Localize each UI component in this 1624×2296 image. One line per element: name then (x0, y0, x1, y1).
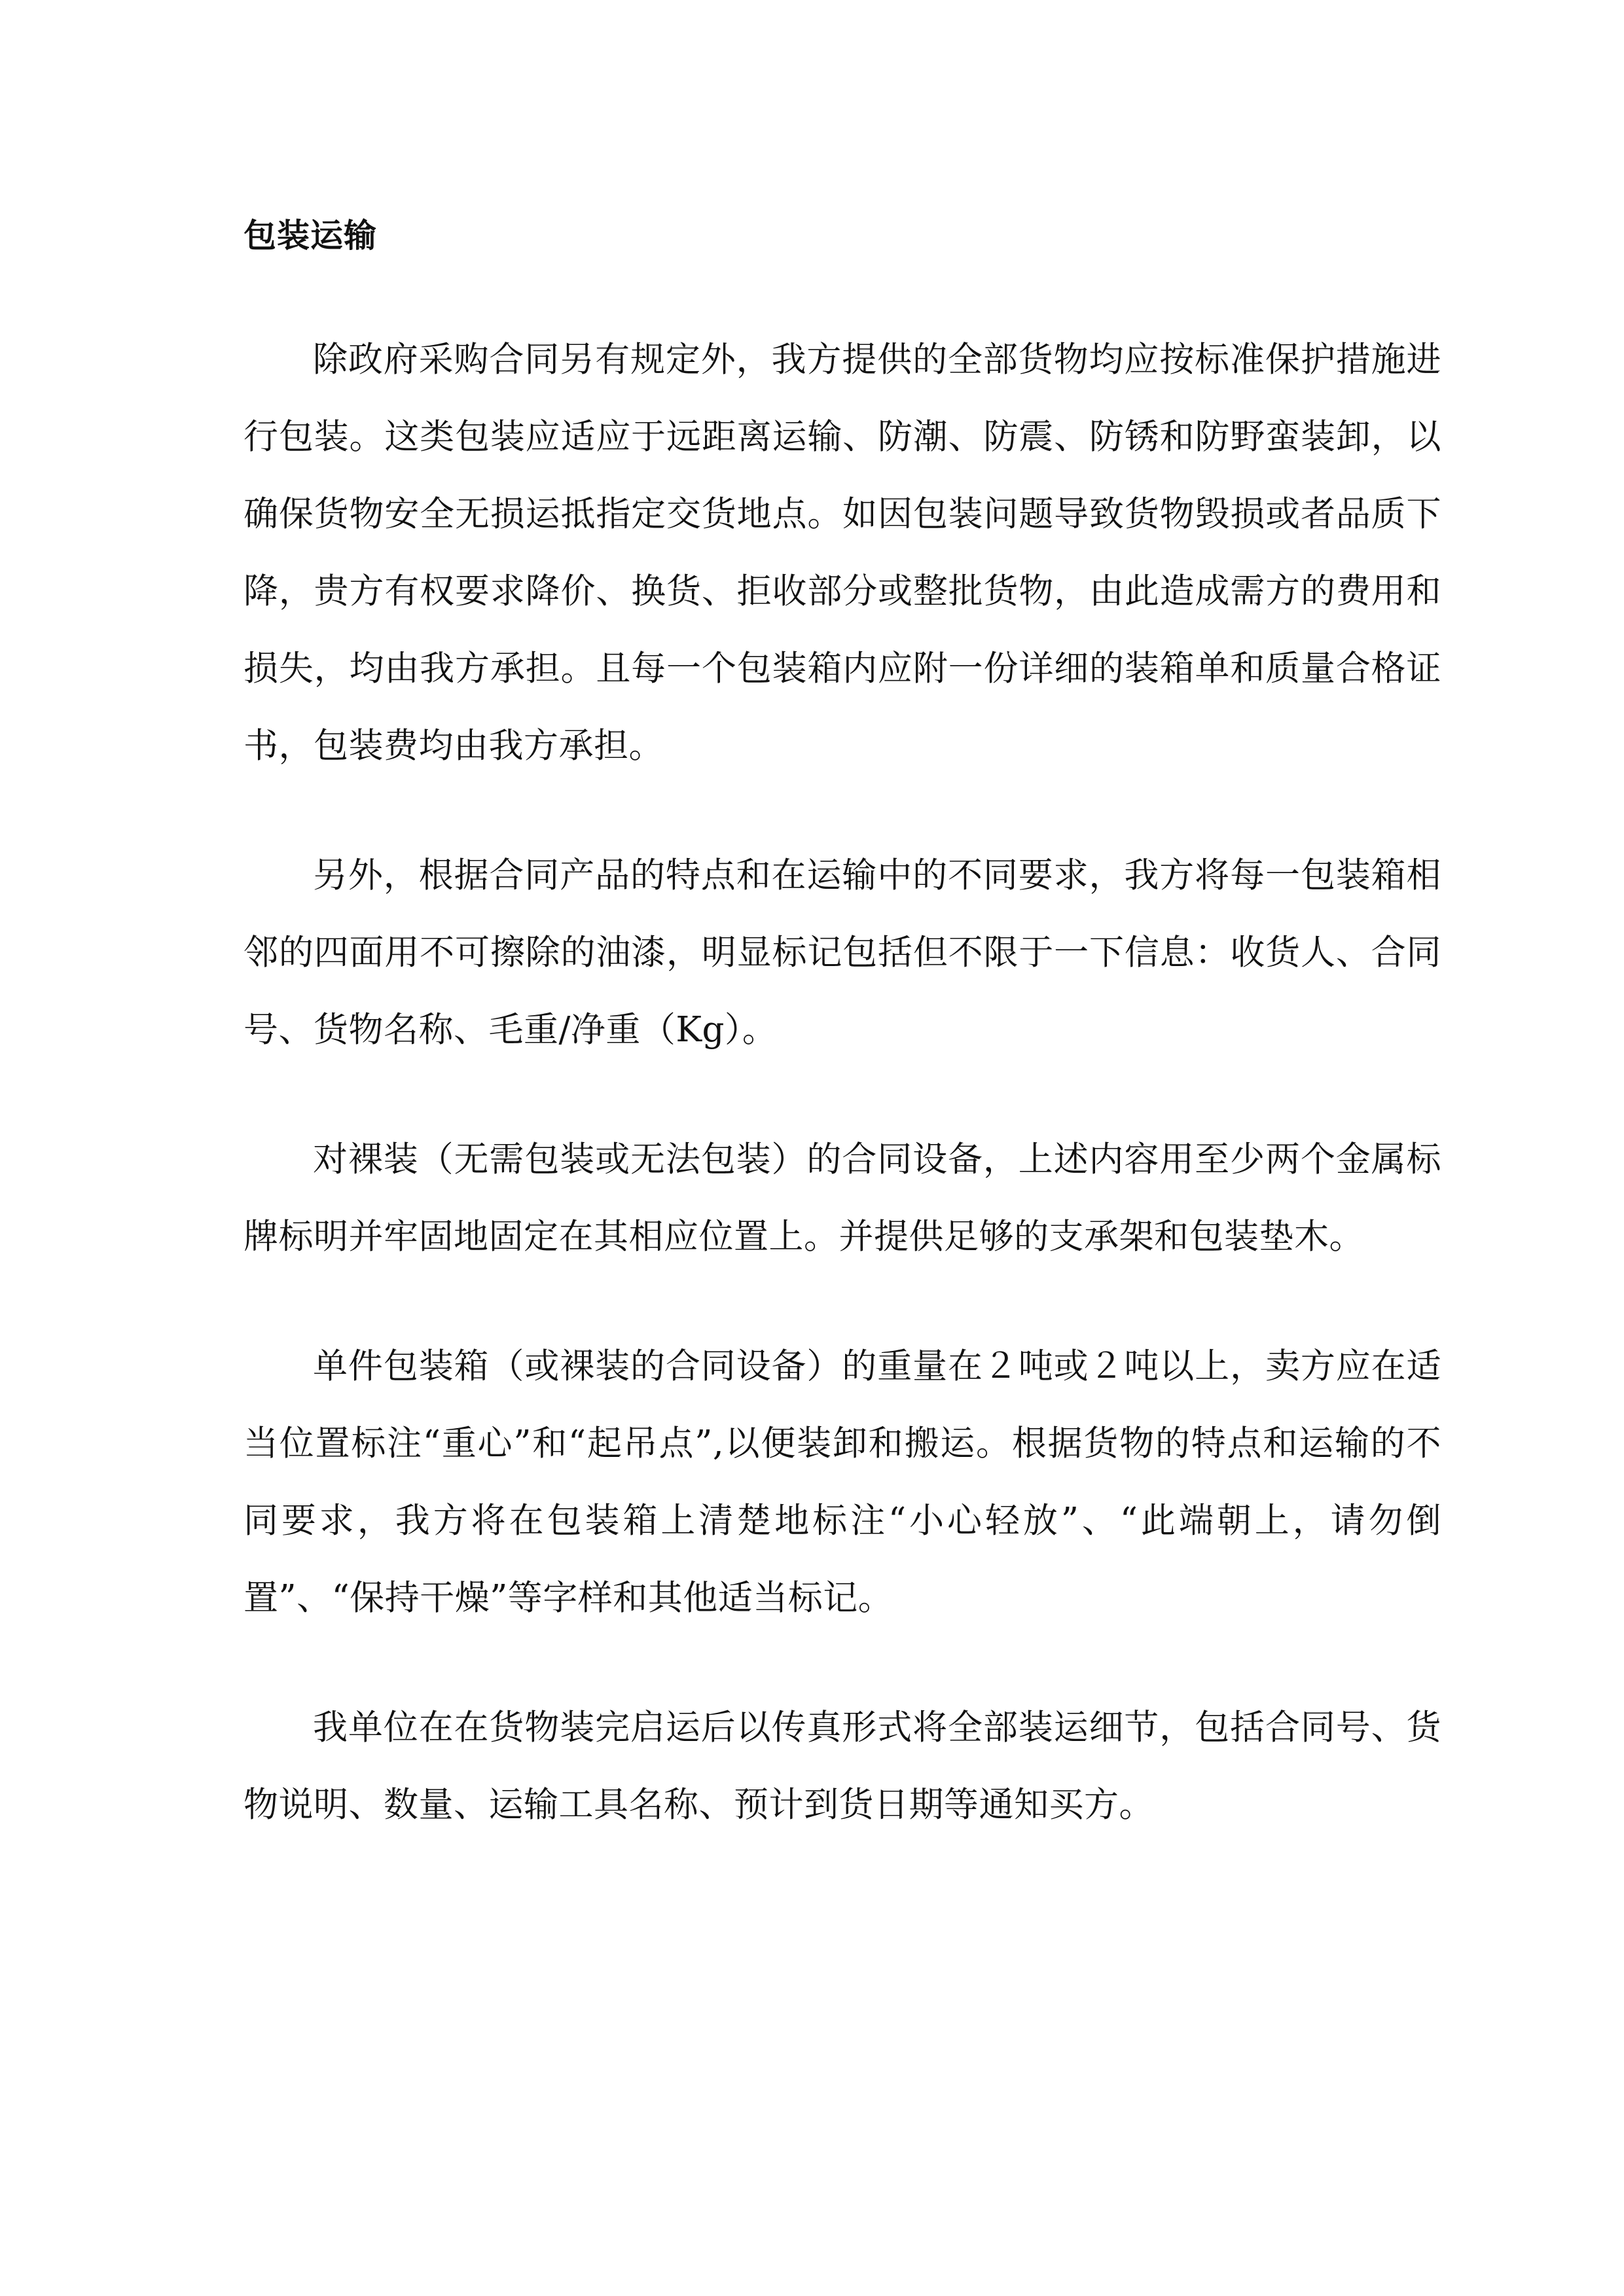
paragraph-packaging-requirements: 除政府采购合同另有规定外，我方提供的全部货物均应按标准保护措施进行包装。这类包装应适应于远距离运输、防潮、防震、防锈和防野蛮装卸，以确保货物安全无损运抵指定交货地点。如因包装问题导致货物毁损或者品质下降，贵方有权要求降价、换货、拒收部分或整批货物，由此造成需方的费用和损失，均由我方承担。且每一个包装箱内应附一份详细的装箱单和质量合格证书，包装费均由我方承担。 (244, 340, 1441, 766)
paragraph-box-markings: 另外，根据合同产品的特点和在运输中的不同要求，我方将每一包装箱相邻的四面用不可擦除的油漆，明显标记包括但不限于一下信息：收货人、合同号、货物名称、毛重/净重（Kg）。 (244, 855, 1441, 1050)
document-body (244, 206, 1441, 1896)
paragraph-bare-equipment: 对裸装（无需包装或无法包装）的合同设备，上述内容用至少两个金属标牌标明并牢固地固定在其相应位置上。并提供足够的支承架和包装垫木。 (244, 1139, 1441, 1257)
section-title: 包装运输 (244, 217, 377, 255)
paragraph-heavy-package-labels: 单件包装箱（或裸装的合同设备）的重量在２吨或２吨以上，卖方应在适当位置标注“重心”和“起吊点”,以便装卸和搬运。根据货物的特点和运输的不同要求，我方将在包装箱上清楚地标注“小心轻放”、“此端朝上，请勿倒置”、“保持干燥”等字样和其他适当标记。 (244, 1346, 1441, 1618)
paragraph-shipping-notice: 我单位在在货物装完启运后以传真形式将全部装运细节，包括合同号、货物说明、数量、运输工具名称、预计到货日期等通知买方。 (244, 1708, 1441, 1825)
